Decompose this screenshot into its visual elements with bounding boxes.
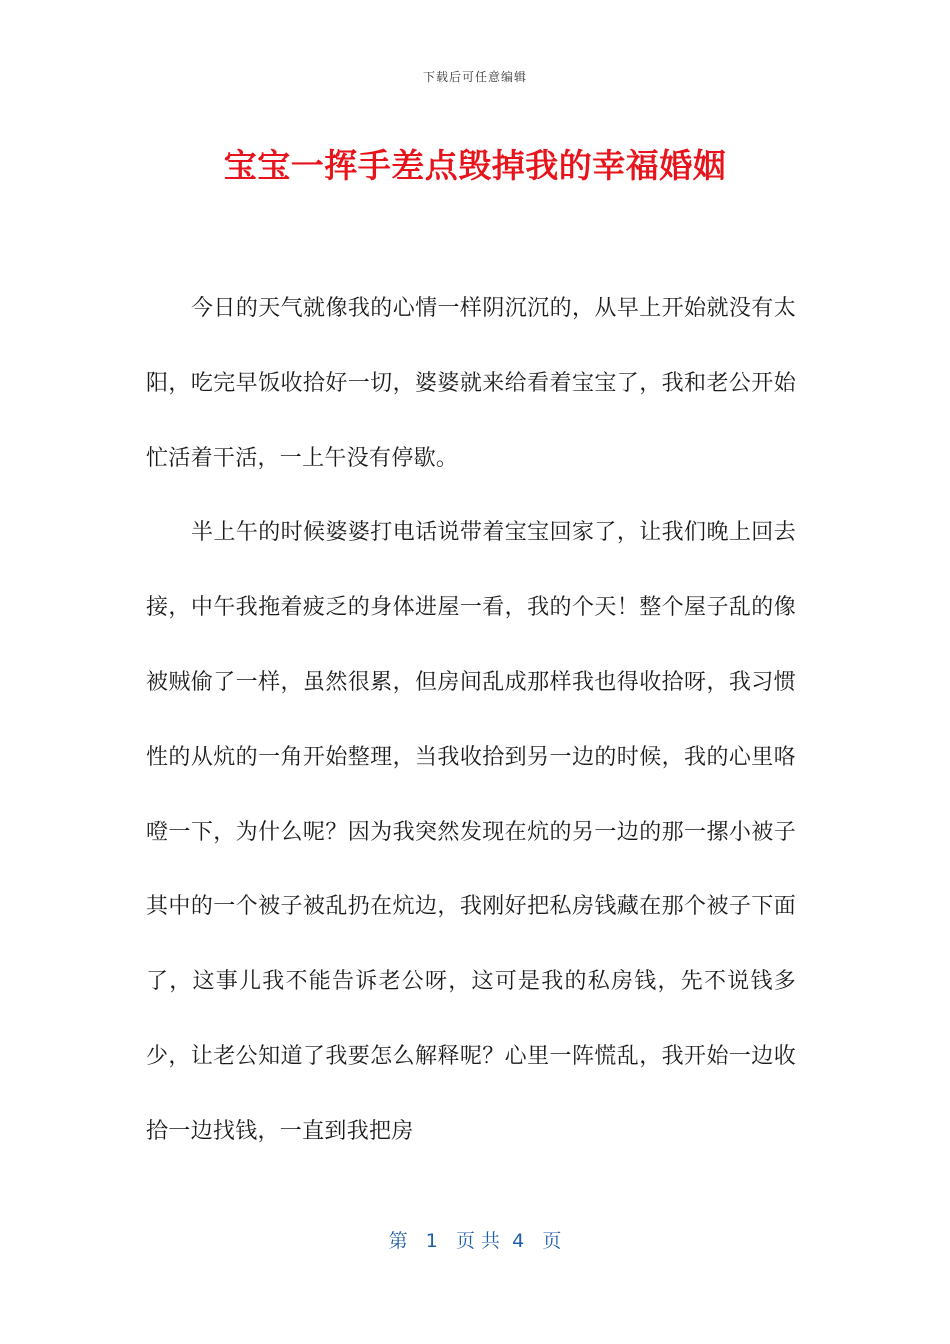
document-title: 宝宝一挥手差点毁掉我的幸福婚姻 — [223, 146, 727, 185]
header-note: 下载后可任意编辑 — [422, 70, 527, 84]
paragraph-2: 半上午的时候婆婆打电话说带着宝宝回家了，让我们晚上回去接，中午我拖着疲乏的身体进屋一看，我的个天！整个屋子乱的像被贼偷了一样，虽然很累，但房间乱成那样我也得收拾呀，我习惯性的从炕的一角开始整理，当我收拾到另一边的时候，我的心里咯噔一下，为什么呢？因为我突然发现在炕的另一边的那一摞小被子其中的一个被子被乱扔在炕边，我刚好把私房钱藏在那个被子下面了，这事儿我不能告诉老公呀，这可是我的私房钱，先不说钱多少，让老公知道了我要怎么解释呢？心里一阵慌乱，我开始一边收拾一边找钱，一直到我把房 — [146, 520, 796, 1144]
document-body — [146, 272, 796, 1170]
page-number-footer: 第 1 页 共 4 页 — [388, 1230, 562, 1252]
paragraph-1: 今日的天气就像我的心情一样阴沉沉的，从早上开始就没有太阳，吃完早饭收拾好一切，婆婆就来给看着宝宝了，我和老公开始忙活着干活，一上午没有停歇。 — [146, 296, 796, 471]
